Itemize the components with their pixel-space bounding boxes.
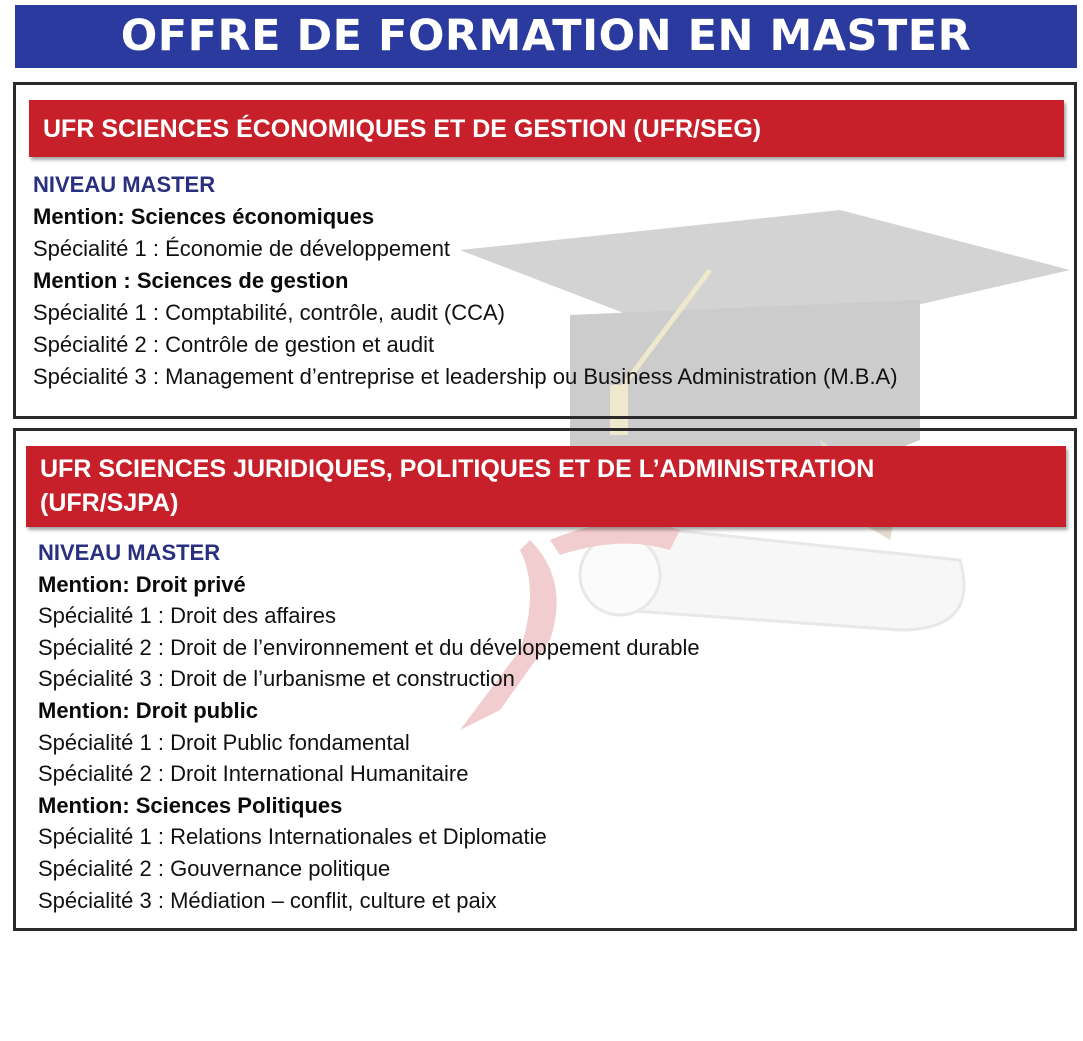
mention-line: Mention: Droit privé — [38, 571, 246, 597]
specialite-line: Spécialité 2 : Droit de l’environnement et du développement durable — [38, 634, 700, 660]
section-header-line-1: UFR SCIENCES JURIDIQUES, POLITIQUES ET DE L’ADMINISTRATION — [40, 455, 875, 483]
specialite-line: Spécialité 2 : Droit International Humanitaire — [38, 761, 469, 787]
mention-line: Mention: Droit public — [38, 697, 258, 723]
section-ufr-seg — [13, 82, 1077, 419]
mention-line: Mention: Sciences économiques — [33, 204, 375, 229]
specialite-line: Spécialité 2 : Contrôle de gestion et audit — [33, 332, 435, 357]
mention-line: Mention: Sciences Politiques — [38, 792, 343, 818]
page-title: OFFRE DE FORMATION EN MASTER — [15, 5, 1077, 68]
specialite-line: Spécialité 1 : Comptabilité, contrôle, audit (CCA) — [33, 300, 505, 325]
section-content-ufr-sjpa — [38, 537, 700, 916]
specialite-line: Spécialité 3 : Médiation – conflit, culture et paix — [38, 887, 497, 913]
specialite-line: Spécialité 1 : Relations Internationales et Diplomatie — [38, 824, 547, 850]
section-content-ufr-seg — [33, 169, 898, 393]
niveau-label: NIVEAU MASTER — [33, 172, 216, 197]
section-header-ufr-sjpa — [26, 446, 1066, 527]
specialite-line: Spécialité 3 : Management d’entreprise et leadership ou Business Administration (M.B.A) — [33, 364, 898, 389]
specialite-line: Spécialité 3 : Droit de l’urbanisme et construction — [38, 666, 515, 692]
specialite-line: Spécialité 1 : Économie de développement — [33, 236, 451, 261]
section-header-ufr-seg: UFR SCIENCES ÉCONOMIQUES ET DE GESTION (UFR/SEG) — [29, 100, 1064, 157]
specialite-line: Spécialité 2 : Gouvernance politique — [38, 855, 391, 881]
section-header-line-2: (UFR/SJPA) — [40, 489, 179, 517]
section-ufr-sjpa — [13, 428, 1077, 931]
niveau-label: NIVEAU MASTER — [38, 540, 221, 565]
specialite-line: Spécialité 1 : Droit Public fondamental — [38, 729, 410, 755]
mention-line: Mention : Sciences de gestion — [33, 268, 349, 293]
specialite-line: Spécialité 1 : Droit des affaires — [38, 603, 336, 629]
